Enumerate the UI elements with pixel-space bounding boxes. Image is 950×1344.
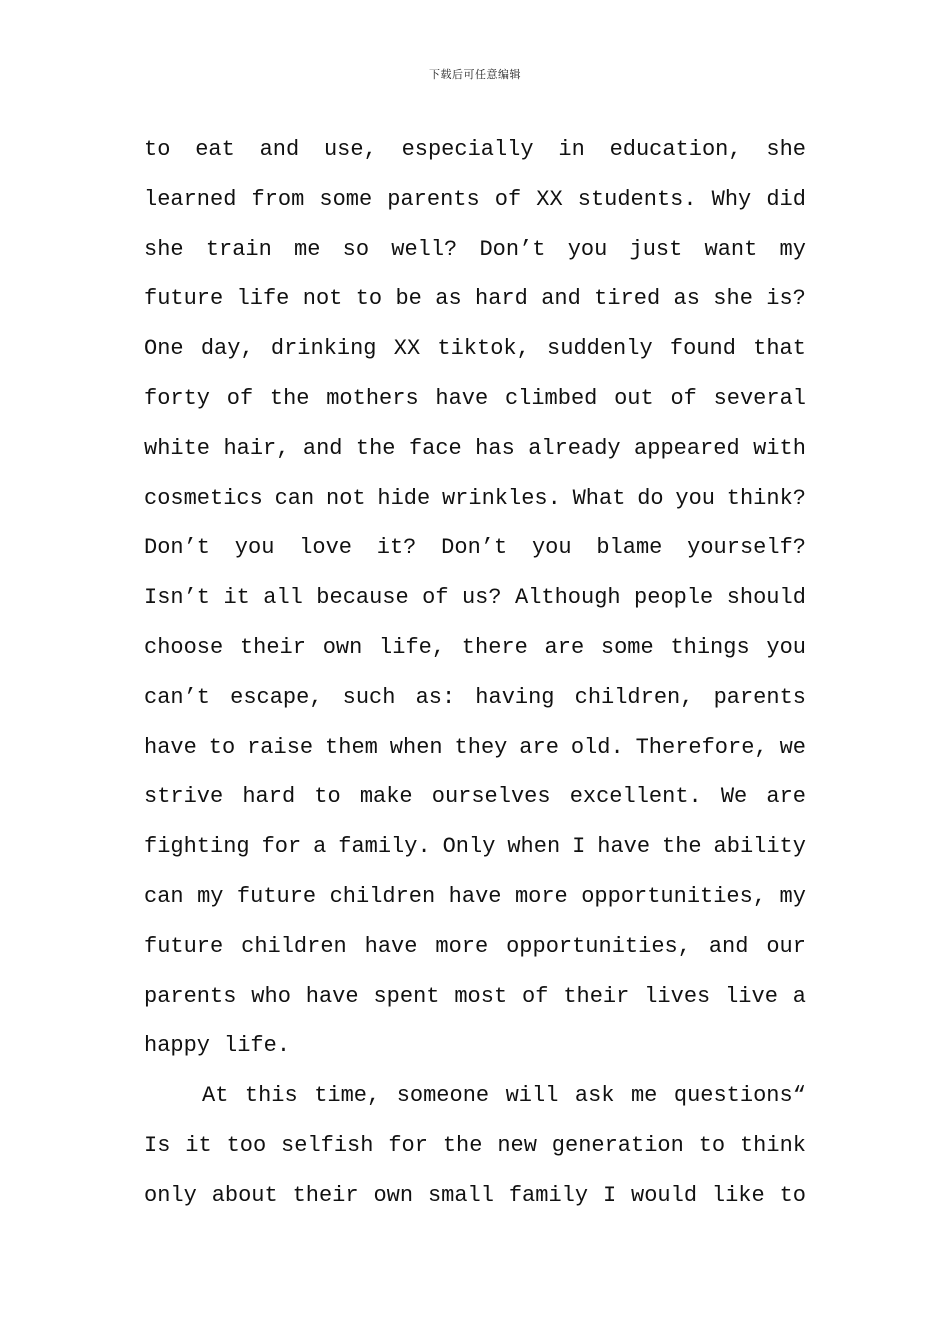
- text-line: [144, 678, 806, 728]
- word: she: [766, 137, 806, 162]
- word: especially: [401, 137, 534, 162]
- word: can: [274, 485, 315, 511]
- word: to: [698, 1132, 726, 1158]
- word: parents: [144, 983, 237, 1009]
- word: the: [662, 834, 702, 860]
- word: a: [792, 983, 806, 1009]
- word: life,: [379, 634, 446, 660]
- word: our: [766, 933, 806, 959]
- word: having: [475, 684, 555, 710]
- word: make: [359, 784, 413, 810]
- word: of: [494, 186, 522, 212]
- word: children,: [574, 684, 694, 710]
- word: and: [302, 435, 343, 461]
- text-line: [144, 1076, 806, 1126]
- word: because: [316, 585, 409, 611]
- text-line: [144, 777, 806, 827]
- word: Don’t: [479, 236, 546, 262]
- word: ability: [713, 834, 806, 860]
- text-line: [144, 578, 806, 628]
- word: children: [329, 883, 436, 909]
- word: some: [319, 186, 373, 212]
- word: to: [208, 734, 236, 760]
- word: hard: [475, 286, 528, 312]
- word: as:: [415, 684, 456, 710]
- word: eat: [195, 137, 235, 162]
- text-line: [144, 827, 806, 877]
- word: do: [637, 485, 664, 511]
- word: to: [779, 1182, 806, 1208]
- word: fighting: [144, 834, 250, 860]
- word: should: [726, 585, 806, 611]
- word: We: [720, 784, 748, 810]
- word: she: [713, 286, 753, 312]
- word: What: [572, 485, 626, 511]
- word: a: [313, 834, 327, 860]
- word: can: [144, 883, 184, 909]
- word: are: [544, 634, 585, 660]
- word: new: [497, 1132, 537, 1158]
- word: people: [634, 585, 714, 611]
- word: life: [236, 286, 290, 312]
- word: more: [514, 883, 568, 909]
- word: opportunities,: [506, 933, 691, 959]
- word: have: [448, 883, 502, 909]
- word: yourself?: [687, 535, 806, 561]
- word: children: [241, 933, 347, 959]
- word: spent: [373, 983, 440, 1009]
- word: raise: [247, 734, 314, 760]
- word: suddenly: [547, 336, 653, 362]
- word: face: [408, 435, 462, 461]
- word: their: [239, 634, 306, 660]
- word: so: [342, 236, 370, 262]
- word: Isn’t: [144, 585, 211, 611]
- word: old.: [570, 734, 624, 760]
- text-line: [144, 877, 806, 927]
- word: opportunities,: [581, 883, 767, 909]
- word: ask: [574, 1083, 615, 1109]
- word: us?: [461, 585, 502, 611]
- text-line: [144, 130, 806, 180]
- word: as: [673, 286, 700, 312]
- word: with: [753, 435, 806, 461]
- word: appeared: [634, 435, 740, 461]
- text-line: [144, 977, 806, 1027]
- word: in: [558, 137, 585, 162]
- document-body: [144, 130, 806, 1226]
- word: too: [226, 1132, 267, 1158]
- text-line: [144, 728, 806, 778]
- word: future: [236, 883, 317, 909]
- text-line: [144, 1176, 806, 1226]
- word: found: [669, 336, 736, 362]
- word: use,: [323, 137, 377, 162]
- word: for: [261, 834, 302, 860]
- word: it: [185, 1132, 212, 1158]
- word: hair,: [223, 435, 290, 461]
- word: some: [600, 634, 654, 660]
- word: you: [234, 535, 275, 561]
- word: I: [602, 1182, 617, 1208]
- word: are: [766, 784, 806, 810]
- word: my: [779, 236, 806, 262]
- word: them: [325, 734, 378, 760]
- text-line: [144, 230, 806, 280]
- word: generation: [551, 1132, 684, 1158]
- word: me: [294, 236, 321, 262]
- word: have: [305, 983, 359, 1009]
- word: who: [251, 983, 291, 1009]
- word: parents: [713, 684, 806, 710]
- word: students.: [577, 186, 697, 212]
- word: you: [567, 236, 608, 262]
- word: have: [364, 933, 418, 959]
- word: would: [631, 1182, 698, 1208]
- word: and: [259, 137, 300, 162]
- word: parents: [387, 186, 480, 212]
- word: most: [454, 983, 508, 1009]
- word: are: [519, 734, 559, 760]
- word: own: [322, 634, 363, 660]
- word: can’t: [144, 684, 211, 710]
- word: think: [739, 1132, 806, 1158]
- word: like: [711, 1182, 765, 1208]
- word: out: [614, 385, 654, 411]
- word: Don’t: [441, 535, 508, 561]
- word: choose: [144, 634, 224, 660]
- word: Is: [144, 1132, 171, 1158]
- word: such: [342, 684, 396, 710]
- word: Why: [711, 186, 752, 212]
- word: time,: [314, 1083, 381, 1109]
- word: there: [461, 634, 528, 660]
- word: you: [766, 634, 806, 660]
- text-line: [144, 628, 806, 678]
- word: Although: [515, 585, 621, 611]
- word: cosmetics: [144, 485, 263, 511]
- text-line: [144, 1026, 806, 1076]
- word: own: [373, 1182, 414, 1208]
- word: future: [144, 286, 224, 312]
- word: their: [292, 1182, 359, 1208]
- word: strive: [144, 784, 224, 810]
- word: it?: [376, 535, 417, 561]
- word: only: [144, 1182, 197, 1208]
- word: and: [541, 286, 581, 312]
- word: they: [454, 734, 508, 760]
- word: as: [435, 286, 462, 312]
- word: life.: [224, 1033, 291, 1059]
- text-line: [144, 329, 806, 379]
- text-line: [144, 1126, 806, 1176]
- word: hide: [377, 485, 431, 511]
- word: tired: [594, 286, 661, 312]
- word: ourselves: [431, 784, 551, 810]
- word: excellent.: [569, 784, 702, 810]
- word: to: [144, 137, 171, 162]
- word: selfish: [281, 1132, 374, 1158]
- text-line: [144, 528, 806, 578]
- word: drinking: [270, 336, 377, 362]
- word: XX: [536, 186, 563, 212]
- word: for: [388, 1132, 428, 1158]
- word: has: [475, 435, 515, 461]
- word: I: [572, 834, 586, 860]
- word: from: [251, 186, 305, 212]
- word: forty: [144, 385, 211, 411]
- word: live: [725, 983, 778, 1009]
- word: XX: [393, 336, 421, 362]
- word: At: [202, 1083, 229, 1109]
- word: of: [522, 983, 549, 1009]
- word: to: [314, 784, 341, 810]
- word: wrinkles.: [441, 485, 561, 511]
- text-line: [144, 429, 806, 479]
- word: you: [531, 535, 572, 561]
- word: hard: [242, 784, 296, 810]
- word: things: [670, 634, 750, 660]
- word: Therefore,: [635, 734, 768, 760]
- word: she: [144, 236, 184, 262]
- word: blame: [596, 535, 663, 561]
- word: questions“: [673, 1083, 806, 1109]
- word: small: [427, 1182, 494, 1208]
- word: Don’t: [144, 535, 211, 561]
- word: of: [226, 385, 254, 411]
- word: is?: [766, 286, 806, 312]
- text-line: [144, 180, 806, 230]
- word: the: [355, 435, 396, 461]
- text-line: [144, 379, 806, 429]
- word: mothers: [326, 385, 419, 411]
- word: lives: [644, 983, 711, 1009]
- word: the: [442, 1132, 483, 1158]
- word: One: [144, 336, 184, 362]
- word: tiktok,: [437, 336, 530, 362]
- word: happy: [144, 1033, 211, 1059]
- word: of: [422, 585, 449, 611]
- word: education,: [609, 137, 742, 162]
- word: this: [244, 1083, 298, 1109]
- word: when: [507, 834, 561, 860]
- word: Only: [442, 834, 496, 860]
- word: their: [563, 983, 630, 1009]
- word: that: [753, 336, 806, 362]
- word: just: [629, 236, 683, 262]
- word: when: [389, 734, 443, 760]
- word: well?: [391, 236, 458, 262]
- word: all: [263, 585, 303, 611]
- word: and: [708, 933, 749, 959]
- word: be: [395, 286, 422, 312]
- word: climbed: [504, 385, 598, 411]
- word: not: [302, 286, 343, 312]
- word: it: [223, 585, 250, 611]
- word: more: [435, 933, 489, 959]
- word: will: [505, 1083, 559, 1109]
- word: want: [704, 236, 758, 262]
- page-header: 下载后可任意编辑: [429, 68, 521, 81]
- word: we: [779, 734, 806, 760]
- word: my: [779, 883, 806, 909]
- word: family.: [338, 834, 431, 860]
- word: love: [299, 535, 352, 561]
- word: not: [326, 485, 366, 511]
- word: family: [508, 1182, 589, 1208]
- word: you: [675, 485, 715, 511]
- text-line: [144, 927, 806, 977]
- word: my: [197, 883, 224, 909]
- word: have: [435, 385, 489, 411]
- word: about: [211, 1182, 278, 1208]
- word: day,: [200, 336, 254, 362]
- word: have: [144, 734, 197, 760]
- word: train: [205, 236, 272, 262]
- word: think?: [726, 485, 806, 511]
- word: did: [766, 186, 806, 212]
- word: the: [269, 385, 310, 411]
- word: future: [144, 933, 224, 959]
- word: several: [713, 385, 806, 411]
- word: to: [355, 286, 383, 312]
- word: escape,: [230, 684, 323, 710]
- word: learned: [144, 186, 237, 212]
- word: have: [597, 834, 651, 860]
- word: white: [144, 435, 211, 461]
- word: of: [670, 385, 697, 411]
- text-line: [144, 279, 806, 329]
- word: someone: [396, 1083, 490, 1109]
- word: already: [528, 435, 621, 461]
- text-line: [144, 479, 806, 529]
- word: me: [630, 1083, 658, 1109]
